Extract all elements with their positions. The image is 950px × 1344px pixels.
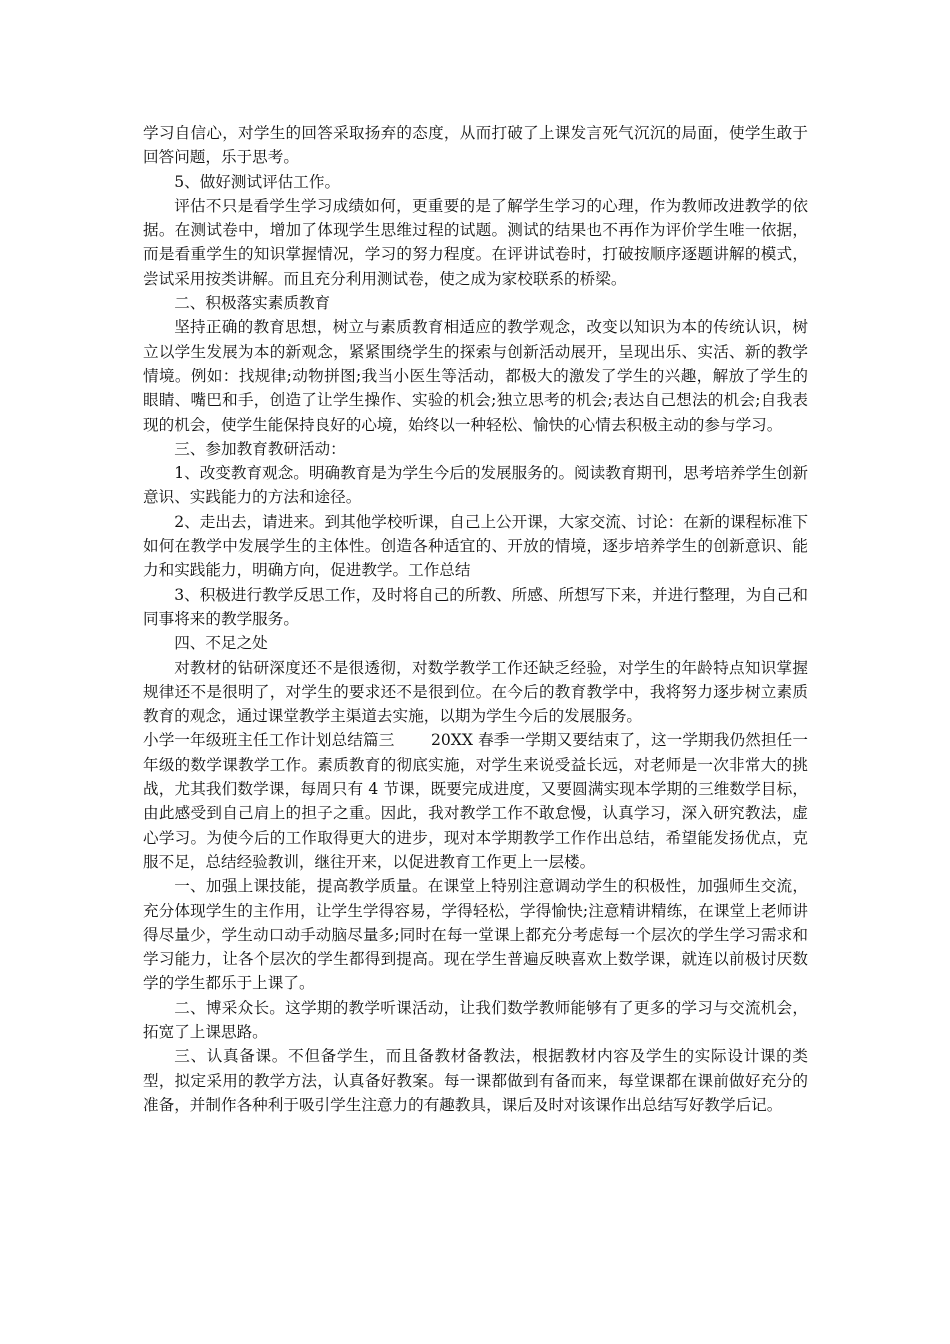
heading-section-4: 四、不足之处: [174, 634, 268, 653]
paragraph-quality-education: 坚持正确的教育思想，树立与素质教育相适应的教学观念，改变以知识为本的传统认识，树立以学生发展为本的新观念，紧紧围绕学生的探索与创新活动展开，呈现出乐、实活、新的教学情境。例如：找规律;动物拼图;我当小医生等活动，都极大的激发了学生的兴趣，解放了学生的眼睛、嘴巴和手，创造了让学生操作、实验的机会;独立思考的机会;表达自己想法的机会;自我表现的机会，使学生能保持良好的心境，始终以一种轻松、愉快的心情去积极主动的参与学习。: [143, 318, 808, 434]
paragraph-learn-from-others: 二、博采众长。这学期的教学听课活动，让我们数学教师能够有了更多的学习与交流机会，拓宽了上课思路。: [143, 998, 808, 1041]
paragraph-item-1: 1、改变教育观念。明确教育是为学生今后的发展服务的。阅读教育期刊，思考培养学生创新意识、实践能力的方法和途径。: [143, 464, 808, 507]
heading-item-5-testing: 5、做好测试评估工作。: [174, 172, 341, 191]
paragraph-teaching-skills: 一、加强上课技能，提高教学质量。在课堂上特别注意调动学生的积极性，加强师生交流，充分体现学生的主作用，让学生学得容易，学得轻松，学得愉快;注意精讲精练，在课堂上老师讲得尽量少，学生动口动手动脑尽量多;同时在每一堂课上都充分考虑每一个层次的学生学习需求和学习能力，让各个层次的学生都得到提高。现在学生普遍反映喜欢上数学课，就连以前极讨厌数学的学生都乐于上课了。: [143, 877, 808, 993]
document-body: [143, 121, 808, 1117]
paragraph-lesson-prep: 三、认真备课。不但备学生，而且备教材备教法，根据教材内容及学生的实际设计课的类型，拟定采用的教学方法，认真备好教案。每一课都做到有备而来，每堂课都在课前做好充分的准备，并制作各种利于吸引学生注意力的有趣教具，课后及时对该课作出总结写好教学后记。: [143, 1047, 808, 1114]
paragraph-continuation: 学习自信心，对学生的回答采取扬弃的态度，从而打破了上课发言死气沉沉的局面，使学生敢于回答问题，乐于思考。: [143, 124, 808, 167]
paragraph-item-2: 2、走出去，请进来。到其他学校听课，自己上公开课，大家交流、讨论：在新的课程标准下如何在教学中发展学生的主体性。创造各种适宜的、开放的情境，逐步培养学生的创新意识、能力和实践能力，明确方向，促进教学。工作总结: [143, 512, 808, 580]
paragraph-shortcomings: 对教材的钻研深度还不是很透彻，对数学教学工作还缺乏经验，对学生的年龄特点知识掌握规律还不是很明了，对学生的要求还不是很到位。在今后的教育教学中，我将努力逐步树立素质教育的观念，通过课堂教学主渠道去实施，以期为学生今后的发展服务。: [143, 658, 808, 726]
paragraph-item-3: 3、积极进行教学反思工作，及时将自己的所教、所感、所想写下来，并进行整理，为自己和同事将来的教学服务。: [143, 585, 808, 628]
heading-section-2: 二、积极落实素质教育: [174, 294, 331, 313]
paragraph-evaluation: 评估不只是看学生学习成绩如何，更重要的是了解学生学习的心理，作为教师改进教学的依据。在测试卷中，增加了体现学生思维过程的试题。测试的结果也不再作为评价学生唯一依据，而是看重学生的知识掌握情况，学习的努力程度。在评讲试卷时，打破按顺序逐题讲解的模式，尝试采用按类讲解。而且充分利用测试卷，使之成为家校联系的桥梁。: [143, 196, 808, 288]
heading-section-3: 三、参加教育教研活动：: [174, 439, 346, 458]
paragraph-part-three-intro: 小学一年级班主任工作计划总结篇三 20XX 春季一学期又要结束了，这一学期我仍然担任一年级的数学课教学工作。素质教育的彻底实施，对学生来说受益长远，对老师是一次非常大的挑战，尤其我们数学课，每周只有 4 节课，既要完成进度，又要圆满实现本学期的三维数学目标，由此感受到自己肩上的担子之重。因此，我对教学工作不敢怠慢，认真学习，深入研究教法，虚心学习。为使今后的工作取得更大的进步，现对本学期教学工作作出总结，希望能发扬优点，克服不足，总结经验教训，继往开来，以促进教育工作更上一层楼。: [143, 731, 808, 871]
